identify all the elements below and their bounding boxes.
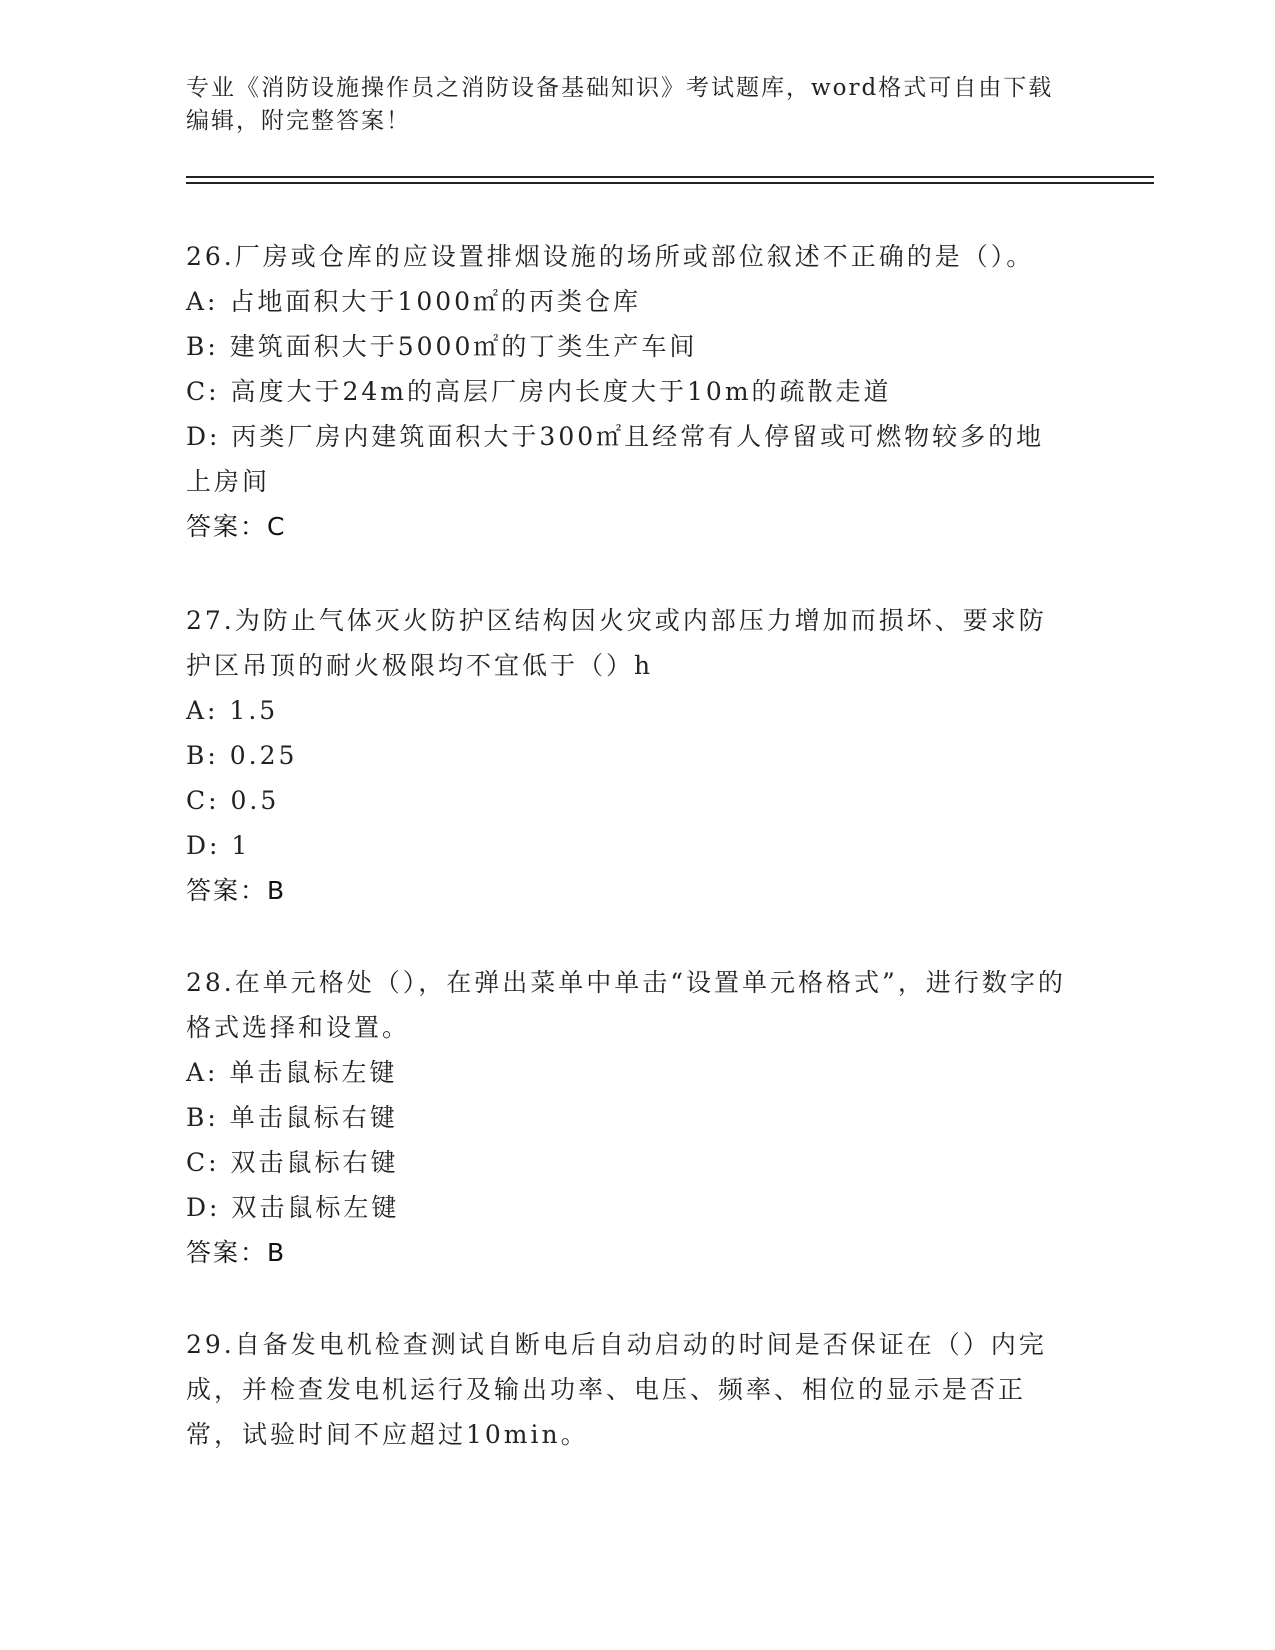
question-stem: 27.为防止气体灭火防护区结构因火灾或内部压力增加而损坏、要求防护区吊顶的耐火极限均不宜低于（）h xyxy=(186,606,1047,680)
option-c: C: 0.5 xyxy=(186,786,280,815)
header-divider-top xyxy=(186,176,1154,178)
answer: 答案：B xyxy=(186,1238,287,1267)
option-c: C: 高度大于24m的高层厂房内长度大于10m的疏散走道 xyxy=(186,377,892,406)
option-b: B: 建筑面积大于5000㎡的丁类生产车间 xyxy=(186,332,698,361)
header-divider-bottom xyxy=(186,182,1154,184)
question-26 xyxy=(186,234,1066,549)
option-d: D: 1 xyxy=(186,831,251,860)
option-c: C: 双击鼠标右键 xyxy=(186,1148,399,1177)
option-d: D: 双击鼠标左键 xyxy=(186,1193,400,1222)
option-d: D: 丙类厂房内建筑面积大于300㎡且经常有人停留或可燃物较多的地上房间 xyxy=(186,422,1045,496)
question-stem: 26.厂房或仓库的应设置排烟设施的场所或部位叙述不正确的是（）。 xyxy=(186,242,1035,271)
option-b: B: 单击鼠标右键 xyxy=(186,1103,398,1132)
answer: 答案：C xyxy=(186,512,287,541)
question-27 xyxy=(186,598,1066,913)
option-a: A: 1.5 xyxy=(186,696,279,725)
option-b: B: 0.25 xyxy=(186,741,298,770)
option-a: A: 单击鼠标左键 xyxy=(186,1058,398,1087)
question-28 xyxy=(186,960,1066,1275)
answer: 答案：B xyxy=(186,876,287,905)
question-stem: 28.在单元格处（），在弹出菜单中单击“设置单元格格式”，进行数字的格式选择和设置。 xyxy=(186,968,1066,1042)
question-29 xyxy=(186,1322,1066,1457)
option-a: A: 占地面积大于1000㎡的丙类仓库 xyxy=(186,287,642,316)
question-stem: 29.自备发电机检查测试自断电后自动启动的时间是否保证在（）内完成，并检查发电机运行及输出功率、电压、频率、相位的显示是否正常，试验时间不应超过10min。 xyxy=(186,1330,1047,1449)
document-header: 专业《消防设施操作员之消防设备基础知识》考试题库，word格式可自由下载编辑，附完整答案！ xyxy=(186,75,1054,134)
